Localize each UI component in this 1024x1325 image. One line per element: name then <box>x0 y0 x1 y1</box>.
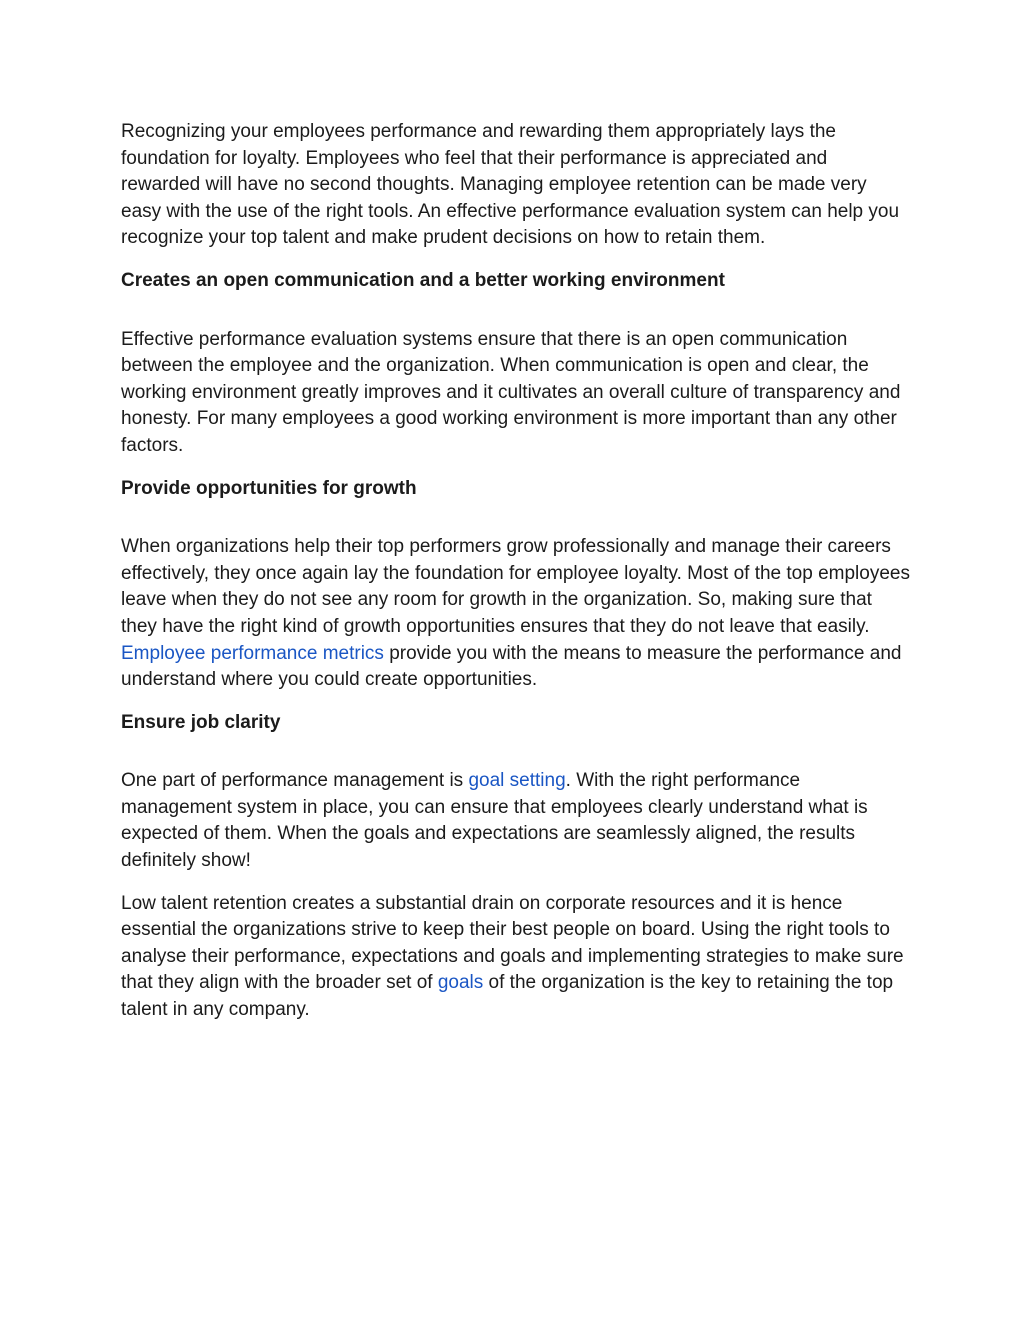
clarity-text-before: One part of performance management is <box>121 770 469 792</box>
growth-text-after: provide you with the means to measure the performance and understand where you could create opportunities. <box>121 642 902 691</box>
growth-paragraph <box>121 534 911 694</box>
employee-performance-metrics-link[interactable]: Employee performance metrics <box>121 642 384 664</box>
conclusion-text-after: of the organization is the key to retaining the top talent in any company. <box>121 972 894 1021</box>
conclusion-text-before: Low talent retention creates a substantial drain on corporate resources and it is hence essential the organizations strive to keep their best people on board. Using the right tools to analyse their performance, expectations and goals and implementing strategies to make sure that they align with the broader set of <box>121 892 904 994</box>
communication-paragraph: Effective performance evaluation systems ensure that there is an open communication between the employee and the organization. When communication is open and clear, the working environment greatly improves and it cultivates an overall culture of transparency and honesty. For many employees a good working environment is more important than any other factors. <box>121 328 901 456</box>
intro-paragraph: Recognizing your employees performance and rewarding them appropriately lays the foundation for loyalty. Employees who feel that their performance is appreciated and rewarded will have no second thoughts. Managing employee retention can be made very easy with the use of the right tools. An effective performance evaluation system can help you recognize your top talent and make prudent decisions on how to retain them. <box>121 121 900 249</box>
goal-setting-link[interactable]: goal setting <box>468 770 566 792</box>
heading-job-clarity: Ensure job clarity <box>121 711 281 733</box>
growth-text-before: When organizations help their top performers grow professionally and manage their careers effectively, they once again lay the foundation for employee loyalty. Most of the top employees leave when they do not see any room for growth in the organization. So, making sure that they have the right kind of growth opportunities ensures that they do not leave that easily. <box>121 536 910 637</box>
document-page <box>121 119 911 1024</box>
heading-growth: Provide opportunities for growth <box>121 477 417 499</box>
heading-communication: Creates an open communication and a better working environment <box>121 269 725 291</box>
clarity-paragraph <box>121 768 911 874</box>
conclusion-paragraph <box>121 891 911 1024</box>
goals-link[interactable]: goals <box>437 972 484 994</box>
clarity-text-after: . With the right performance management system in place, you can ensure that employees clearly understand what is expected of them. When the goals and expectations are seamlessly aligned, the results definitely show! <box>121 770 868 872</box>
